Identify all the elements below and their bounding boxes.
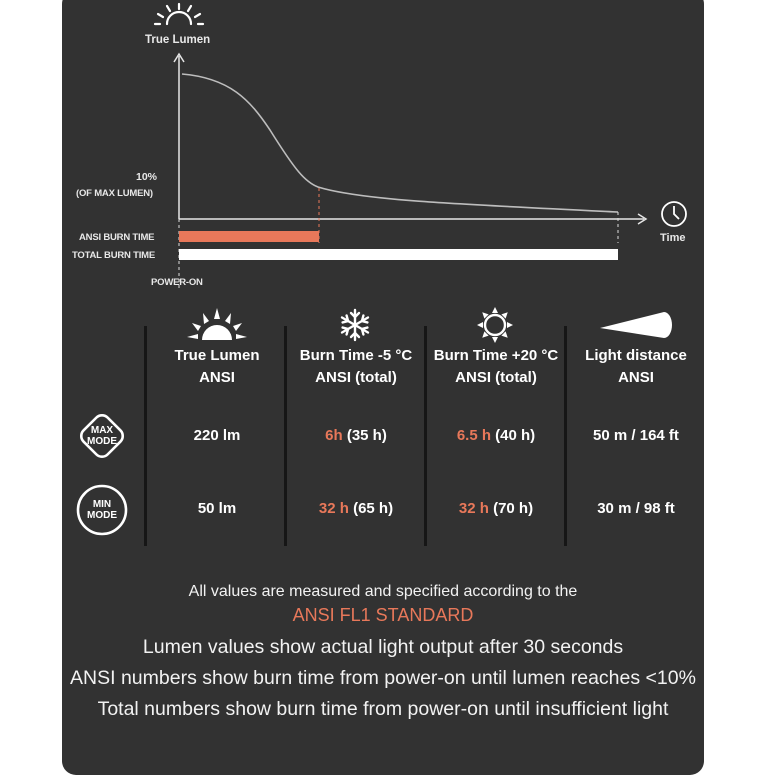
ansi-numbers-note: ANSI numbers show burn time from power-on until lumen reaches <10% — [70, 667, 696, 689]
min-lumen-value: 50 lm — [197, 500, 237, 517]
min-cold-total: (65 h) — [353, 500, 394, 517]
of-max-lumen-label: (OF MAX LUMEN) — [76, 188, 153, 199]
lumen-curve — [182, 74, 618, 212]
measured-note: All values are measured and specified according to the — [188, 583, 578, 600]
min-mode-badge — [76, 484, 128, 536]
column-header-line1: Burn Time +20 °C — [433, 347, 559, 364]
column-header-burn-warm — [428, 345, 564, 389]
min-warm-total: (70 h) — [493, 500, 534, 517]
clock-icon — [662, 202, 686, 226]
column-divider — [144, 326, 147, 546]
sun-icon — [476, 306, 514, 344]
max-mode-badge — [76, 410, 128, 462]
column-header-line1: True Lumen — [174, 347, 260, 364]
mode-label-line2: MODE — [87, 510, 117, 521]
sun-rays-icon — [155, 4, 203, 24]
max-warm-total: (40 h) — [495, 427, 536, 444]
min-cold-burn-value — [288, 500, 424, 517]
column-divider — [564, 326, 567, 546]
x-axis-label: Time — [660, 232, 686, 244]
min-cold-ansi: 32 h — [318, 500, 349, 517]
ten-percent-label: 10% — [136, 171, 158, 183]
max-lumen-value: 220 lm — [193, 427, 241, 444]
column-header-line2: ANSI (total) — [315, 369, 397, 386]
min-warm-ansi: 32 h — [458, 500, 489, 517]
column-header-line2: ANSI — [199, 369, 235, 386]
total-numbers-note: Total numbers show burn time from power-on until insufficient light — [97, 698, 669, 720]
light-beam-icon — [598, 310, 674, 340]
column-header-burn-cold — [288, 345, 424, 389]
column-header-line1: Burn Time -5 °C — [299, 347, 413, 364]
ansi-burn-bar — [179, 231, 319, 242]
y-axis-label: True Lumen — [145, 34, 211, 46]
column-divider — [424, 326, 427, 546]
lumen-values-note: Lumen values show actual light output after 30 seconds — [142, 636, 624, 658]
max-cold-ansi: 6h — [325, 427, 343, 444]
snowflake-icon — [338, 308, 372, 342]
total-burn-bar — [179, 249, 618, 260]
ansi-standard-note: ANSI FL1 STANDARD — [292, 605, 474, 625]
sun-rays-icon — [186, 306, 248, 342]
ansi-burn-time-label: ANSI BURN TIME — [79, 232, 155, 243]
max-warm-burn-value — [428, 427, 564, 444]
column-header-light-distance — [568, 345, 704, 389]
power-on-label: POWER-ON — [151, 277, 203, 288]
total-burn-time-label: TOTAL BURN TIME — [72, 250, 156, 261]
mode-label-line2: MODE — [87, 436, 117, 447]
max-distance-value: 50 m / 164 ft — [593, 427, 679, 444]
max-warm-ansi: 6.5 h — [456, 427, 491, 444]
column-header-line2: ANSI (total) — [455, 369, 537, 386]
min-warm-burn-value — [428, 500, 564, 517]
min-distance-value: 30 m / 98 ft — [597, 500, 675, 517]
column-header-line2: ANSI — [618, 369, 654, 386]
max-cold-burn-value — [288, 427, 424, 444]
column-header-line1: Light distance — [585, 347, 687, 364]
mode-label-line1: MIN — [92, 499, 112, 510]
mode-label-line1: MAX — [90, 425, 114, 436]
max-cold-total: (35 h) — [346, 427, 387, 444]
column-header-true-lumen — [149, 345, 285, 389]
